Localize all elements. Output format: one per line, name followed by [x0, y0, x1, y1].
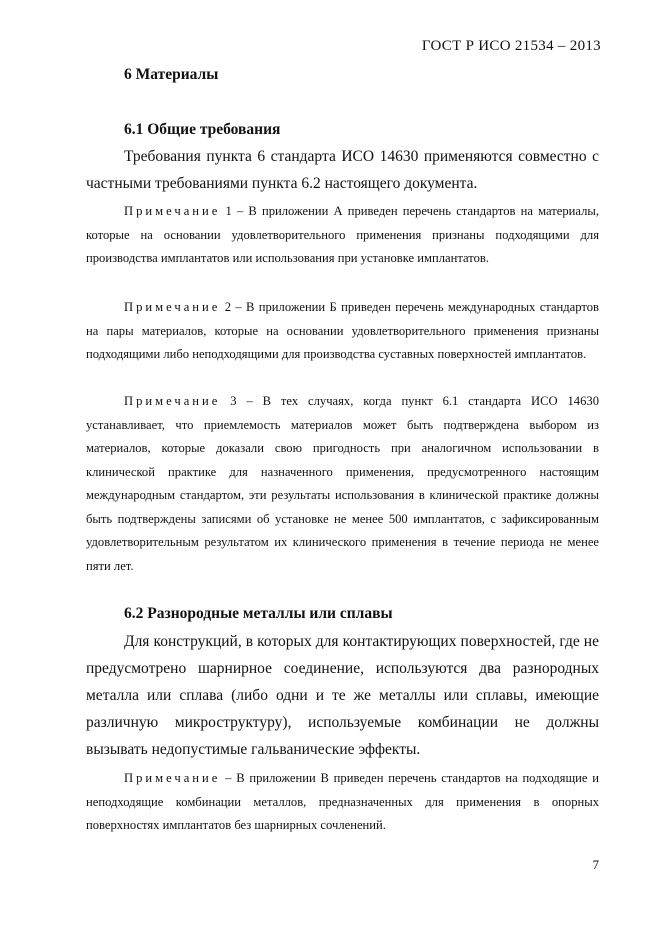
- page-number: 7: [592, 857, 599, 872]
- note-2-label: Примечание: [124, 300, 221, 314]
- note-1-text: 1 – В приложении А приведен перечень стандартов на материалы, которые на основании удовлетворительного применения признаны подходящими для производства имплантатов или использования при установке имплантатов.: [86, 204, 599, 265]
- note-1-label: Примечание: [124, 204, 221, 218]
- note-3-label: Примечание: [124, 394, 221, 408]
- note-1: [86, 200, 599, 271]
- section-6-1-title: 6.1 Общие требования: [124, 121, 281, 138]
- note-3: [86, 390, 599, 578]
- section-6-title: 6 Материалы: [124, 66, 219, 83]
- note-3-text: 3 – В тех случаях, когда пункт 6.1 стандарта ИСО 14630 устанавливает, что приемлемость материалов может быть подтверждена выбором из материалов, которые доказали свою пригодность при аналогичном использовании в клинической практике для назначенного применения, предусмотренного настоящим международным стандартом, эти результаты использования в клинической практике должны быть подтверждены записями об установке не менее 500 имплантатов, с зафиксированным удовлетворительным результатом их клинического применения в течение периода не менее пяти лет.: [86, 394, 599, 573]
- note-6-2: [86, 767, 599, 838]
- note-2-text: 2 – В приложении Б приведен перечень международных стандартов на пары материалов, которые на основании удовлетворительного применения признаны подходящими либо неподходящими для производства суставных поверхностей имплантатов.: [86, 300, 599, 361]
- note-6-2-label: Примечание: [124, 771, 221, 785]
- section-6-2-paragraph: Для конструкций, в которых для контактирующих поверхностей, где не предусмотрено шарнирное соединение, используются два разнородных металла или сплава (либо одни и те же металлы или сплавы, имеющие различную микроструктуру), используемые комбинации не должны вызывать недопустимые гальванические эффекты.: [86, 633, 599, 758]
- note-6-2-text: – В приложении В приведен перечень стандартов на подходящие и неподходящие комбинации металлов, предназначенных для применения в опорных поверхностях имплантатов без шарнирных сочленений.: [86, 771, 599, 832]
- section-6-1-paragraph: Требования пункта 6 стандарта ИСО 14630 применяются совместно с частными требованиями пункта 6.2 настоящего документа.: [86, 148, 599, 192]
- document-header: ГОСТ Р ИСО 21534 – 2013: [421, 38, 601, 54]
- section-6-2-title: 6.2 Разнородные металлы или сплавы: [124, 605, 393, 622]
- note-2: [86, 296, 599, 367]
